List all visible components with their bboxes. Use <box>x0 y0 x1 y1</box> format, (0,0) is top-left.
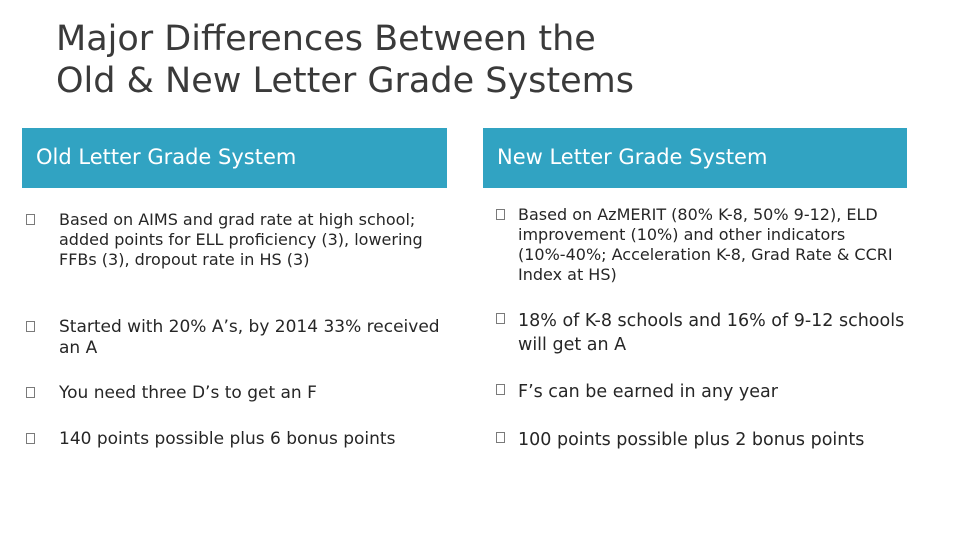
new-system-bullet-1 <box>496 205 906 285</box>
bullet-square-icon <box>496 432 505 443</box>
bullet-text: F’s can be earned in any year <box>518 382 778 402</box>
bullet-text: Started with 20% A’s, by 2014 33% received an A <box>59 317 440 358</box>
bullet-text: Based on AzMERIT (80% K-8, 50% 9-12), ELD improvement (10%) and other indicators (10%-40%; Acceleration K-8, Grad Rate & CCRI Index at HS) <box>518 205 893 284</box>
slide-title <box>56 18 756 102</box>
bullet-text: Based on AIMS and grad rate at high school; added points for ELL proficiency (3), lowering FFBs (3), dropout rate in HS (3) <box>59 210 423 269</box>
bullet-square-icon <box>26 214 35 225</box>
slide-title-line-1: Major Differences Between the <box>56 19 596 59</box>
bullet-square-icon <box>496 209 505 220</box>
bullet-text: You need three D’s to get an F <box>59 383 317 403</box>
old-system-header: Old Letter Grade System <box>22 128 447 188</box>
bullet-text: 100 points possible plus 2 bonus points <box>518 430 865 450</box>
bullet-text: 18% of K-8 schools and 16% of 9-12 schools will get an A <box>518 311 905 355</box>
bullet-square-icon <box>26 321 35 332</box>
bullet-square-icon <box>26 433 35 444</box>
bullet-square-icon <box>26 387 35 398</box>
slide-title-line-2: Old & New Letter Grade Systems <box>56 61 634 101</box>
bullet-square-icon <box>496 384 505 395</box>
old-system-bullet-3 <box>26 383 446 404</box>
new-system-bullet-4 <box>496 428 906 452</box>
bullet-square-icon <box>496 313 505 324</box>
old-system-bullet-1 <box>26 210 446 270</box>
bullet-text: 140 points possible plus 6 bonus points <box>59 429 396 449</box>
new-system-bullet-2 <box>496 309 906 357</box>
old-system-bullet-2 <box>26 317 446 359</box>
new-system-header: New Letter Grade System <box>483 128 907 188</box>
old-system-bullet-4 <box>26 429 446 450</box>
new-system-bullet-3 <box>496 380 906 404</box>
